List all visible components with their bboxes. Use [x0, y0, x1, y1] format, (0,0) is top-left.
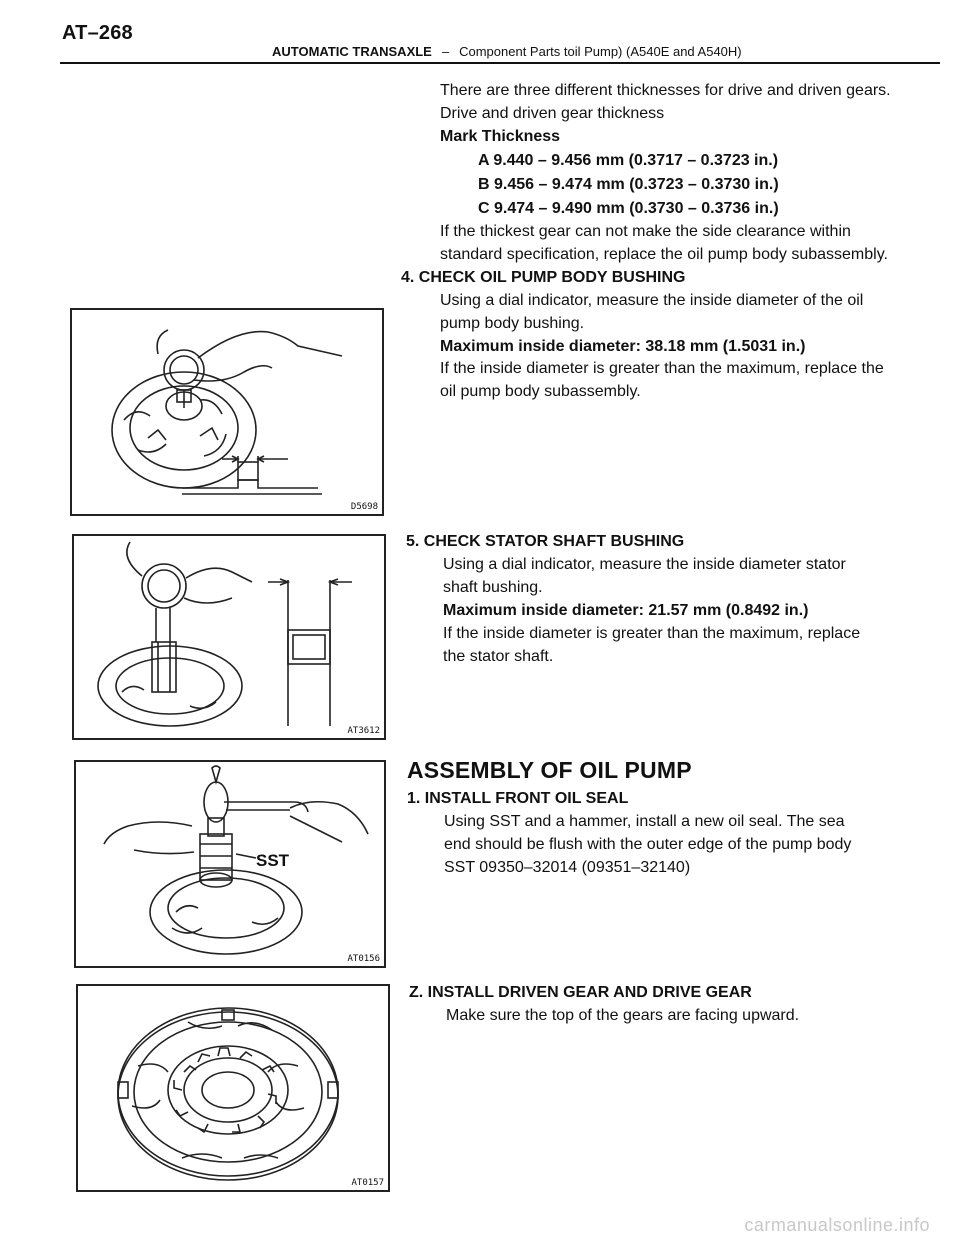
gear-note-2: standard specification, replace the oil pump body subassembly.: [440, 246, 888, 263]
step5-spec: Maximum inside diameter: 21.57 mm (0.8492 in.): [443, 602, 809, 619]
step4-spec: Maximum inside diameter: 38.18 mm (1.5031 in.): [440, 338, 806, 355]
figure-driven-drive-gear: [76, 984, 390, 1192]
step5-line-4: the stator shaft.: [443, 648, 554, 665]
gear-row-a: A 9.440 – 9.456 mm (0.3717 – 0.3723 in.): [478, 152, 779, 169]
assembly-title: ASSEMBLY OF OIL PUMP: [407, 757, 692, 783]
assembly-step1-line-2: end should be flush with the outer edge of the pump body: [444, 836, 852, 853]
gear-intro: There are three different thicknesses for drive and driven gears.: [440, 82, 891, 99]
assembly-step1-line-1: Using SST and a hammer, install a new oil seal. The sea: [444, 813, 845, 830]
header-section: AUTOMATIC TRANSAXLE: [272, 44, 432, 59]
gear-row-b: B 9.456 – 9.474 mm (0.3723 – 0.3730 in.): [478, 176, 779, 193]
step4-line-1: Using a dial indicator, measure the inside diameter of the oil: [440, 292, 864, 309]
step4-line-2: pump body bushing.: [440, 315, 585, 332]
figure-code-at0157: AT0157: [351, 1178, 384, 1188]
assembly-step2-heading: Z. INSTALL DRIVEN GEAR AND DRIVE GEAR: [409, 984, 752, 1001]
header-subtitle: Component Parts toil Pump) (A540E and A540H): [459, 44, 742, 59]
figure-code-at3612: AT3612: [347, 726, 380, 736]
step4-heading: 4. CHECK OIL PUMP BODY BUSHING: [401, 269, 686, 286]
figure-code-d5698: D5698: [350, 502, 378, 512]
front-oil-seal-illustration: [76, 762, 384, 966]
header-rule: [60, 62, 940, 64]
footer-watermark: carmanualsonline.info: [744, 1215, 930, 1235]
step5-heading: 5. CHECK STATOR SHAFT BUSHING: [406, 533, 685, 550]
assembly-step2-line-1: Make sure the top of the gears are facing upward.: [446, 1007, 800, 1024]
figure-oil-pump-bushing: [70, 308, 384, 516]
figure-front-oil-seal: [74, 760, 386, 968]
stator-shaft-bushing-illustration: [74, 536, 384, 738]
page-id: AT–268: [62, 22, 133, 44]
step5-line-3: If the inside diameter is greater than the maximum, replace: [443, 625, 861, 642]
figure-code-at0156: AT0156: [347, 954, 380, 964]
step4-line-3: If the inside diameter is greater than the maximum, replace the: [440, 360, 884, 377]
assembly-step1-line-3: SST 09350–32014 (09351–32140): [444, 859, 691, 876]
gear-row-c: C 9.474 – 9.490 mm (0.3730 – 0.3736 in.): [478, 200, 779, 217]
figure-stator-shaft-bushing: [72, 534, 386, 740]
step5-line-1: Using a dial indicator, measure the inside diameter stator: [443, 556, 846, 573]
step5-line-2: shaft bushing.: [443, 579, 543, 596]
driven-drive-gear-illustration: [78, 986, 388, 1190]
gear-table-header: Mark Thickness: [440, 128, 561, 145]
header-line: [272, 44, 742, 59]
step4-line-4: oil pump body subassembly.: [440, 383, 641, 400]
gear-label: Drive and driven gear thickness: [440, 105, 665, 122]
gear-note-1: If the thickest gear can not make the side clearance within: [440, 223, 851, 240]
oil-pump-bushing-illustration: [72, 310, 382, 514]
figure-label-sst: SST: [256, 851, 290, 870]
assembly-step1-heading: 1. INSTALL FRONT OIL SEAL: [407, 790, 629, 807]
header-separator: –: [441, 44, 450, 59]
